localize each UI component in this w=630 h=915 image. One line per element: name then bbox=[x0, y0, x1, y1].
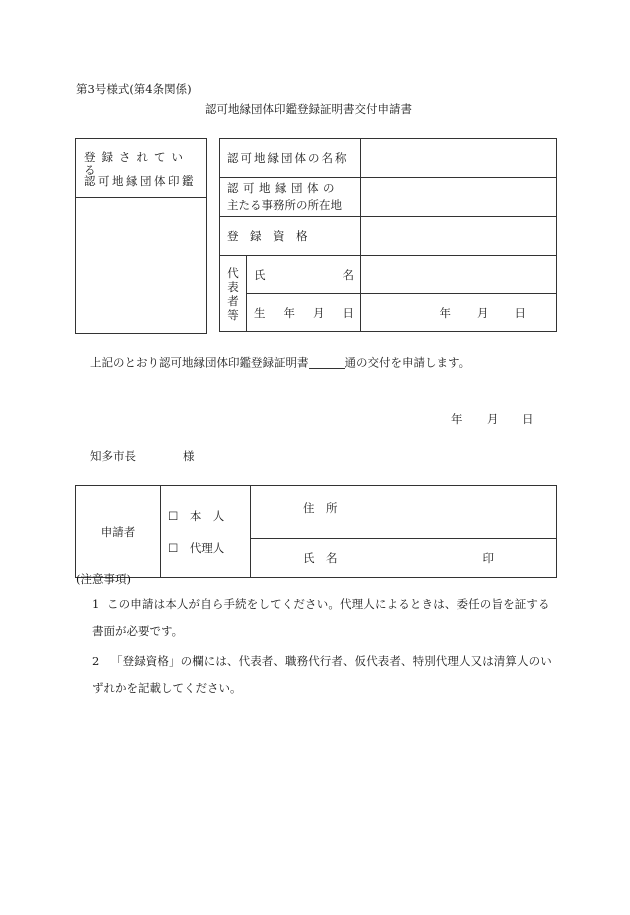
seal-impression-area[interactable] bbox=[76, 198, 206, 334]
org-name-label: 認可地縁団体の名称 bbox=[220, 139, 361, 178]
note-1-line1: この申請は本人が自ら手続をしてください。代理人によるときは、委任の旨を証する bbox=[107, 597, 550, 611]
addressee-suffix: 様 bbox=[183, 449, 195, 463]
office-address-field[interactable] bbox=[361, 178, 557, 217]
date-year: 年 bbox=[451, 412, 463, 426]
office-label-line2: 主たる事務所の所在地 bbox=[227, 198, 342, 212]
seal-box-header bbox=[76, 139, 206, 198]
seal-label-line1: 登録されている bbox=[84, 150, 189, 177]
office-address-label bbox=[220, 178, 361, 217]
date-day: 日 bbox=[522, 412, 534, 426]
seal-label-line2: 認可地縁団体印鑑 bbox=[84, 174, 196, 188]
form-number: 第3号様式(第4条関係) bbox=[76, 82, 192, 96]
note-1-line2: 書面が必要です。 bbox=[92, 624, 184, 638]
applicant-name-field[interactable]: 氏 名 印 bbox=[251, 539, 557, 578]
note-2-number: 2 bbox=[92, 654, 100, 668]
option-self[interactable]: ☐ 本 人 bbox=[168, 508, 225, 523]
qualification-label: 登 録 資 格 bbox=[220, 217, 361, 256]
rep-name-field[interactable] bbox=[361, 256, 557, 294]
seal-mark: 印 bbox=[482, 551, 494, 565]
office-label-line1: 認可地縁団体の bbox=[227, 181, 339, 195]
rep-birth-field[interactable]: 年 月 日 bbox=[361, 294, 557, 332]
applicant-type-cell bbox=[161, 486, 251, 578]
checkbox-icon[interactable]: ☐ bbox=[168, 540, 179, 555]
applicant-address-field[interactable]: 住 所 bbox=[251, 486, 557, 539]
form-title: 認可地縁団体印鑑登録証明書交付申請書 bbox=[205, 102, 412, 116]
notes-heading: (注意事項) bbox=[76, 572, 131, 586]
checkbox-icon[interactable]: ☐ bbox=[168, 508, 179, 523]
qualification-field[interactable] bbox=[361, 217, 557, 256]
org-info-table bbox=[219, 138, 557, 332]
option-agent[interactable]: ☐ 代理人 bbox=[168, 540, 225, 555]
applicant-label: 申請者 bbox=[76, 486, 161, 578]
note-2-line1: 「登録資格」の欄には、代表者、職務代行者、仮代表者、特別代理人又は清算人のい bbox=[111, 654, 552, 668]
rep-name-label: 氏 名 bbox=[247, 256, 361, 294]
addressee-office: 知多市長 bbox=[90, 449, 136, 463]
org-name-field[interactable] bbox=[361, 139, 557, 178]
seal-box bbox=[75, 138, 207, 334]
date-month: 月 bbox=[487, 412, 499, 426]
rep-birth-label: 生 年 月 日 bbox=[247, 294, 361, 332]
copies-field[interactable] bbox=[309, 357, 345, 369]
note-1-number: 1 bbox=[92, 597, 100, 611]
applicant-table bbox=[75, 485, 557, 578]
note-2-line2: ずれかを記載してください。 bbox=[92, 681, 242, 695]
representative-label: 代 表 者 等 bbox=[220, 256, 247, 332]
request-sentence: 上記のとおり認可地縁団体印鑑登録証明書 通の交付を申請します。 bbox=[90, 355, 471, 370]
